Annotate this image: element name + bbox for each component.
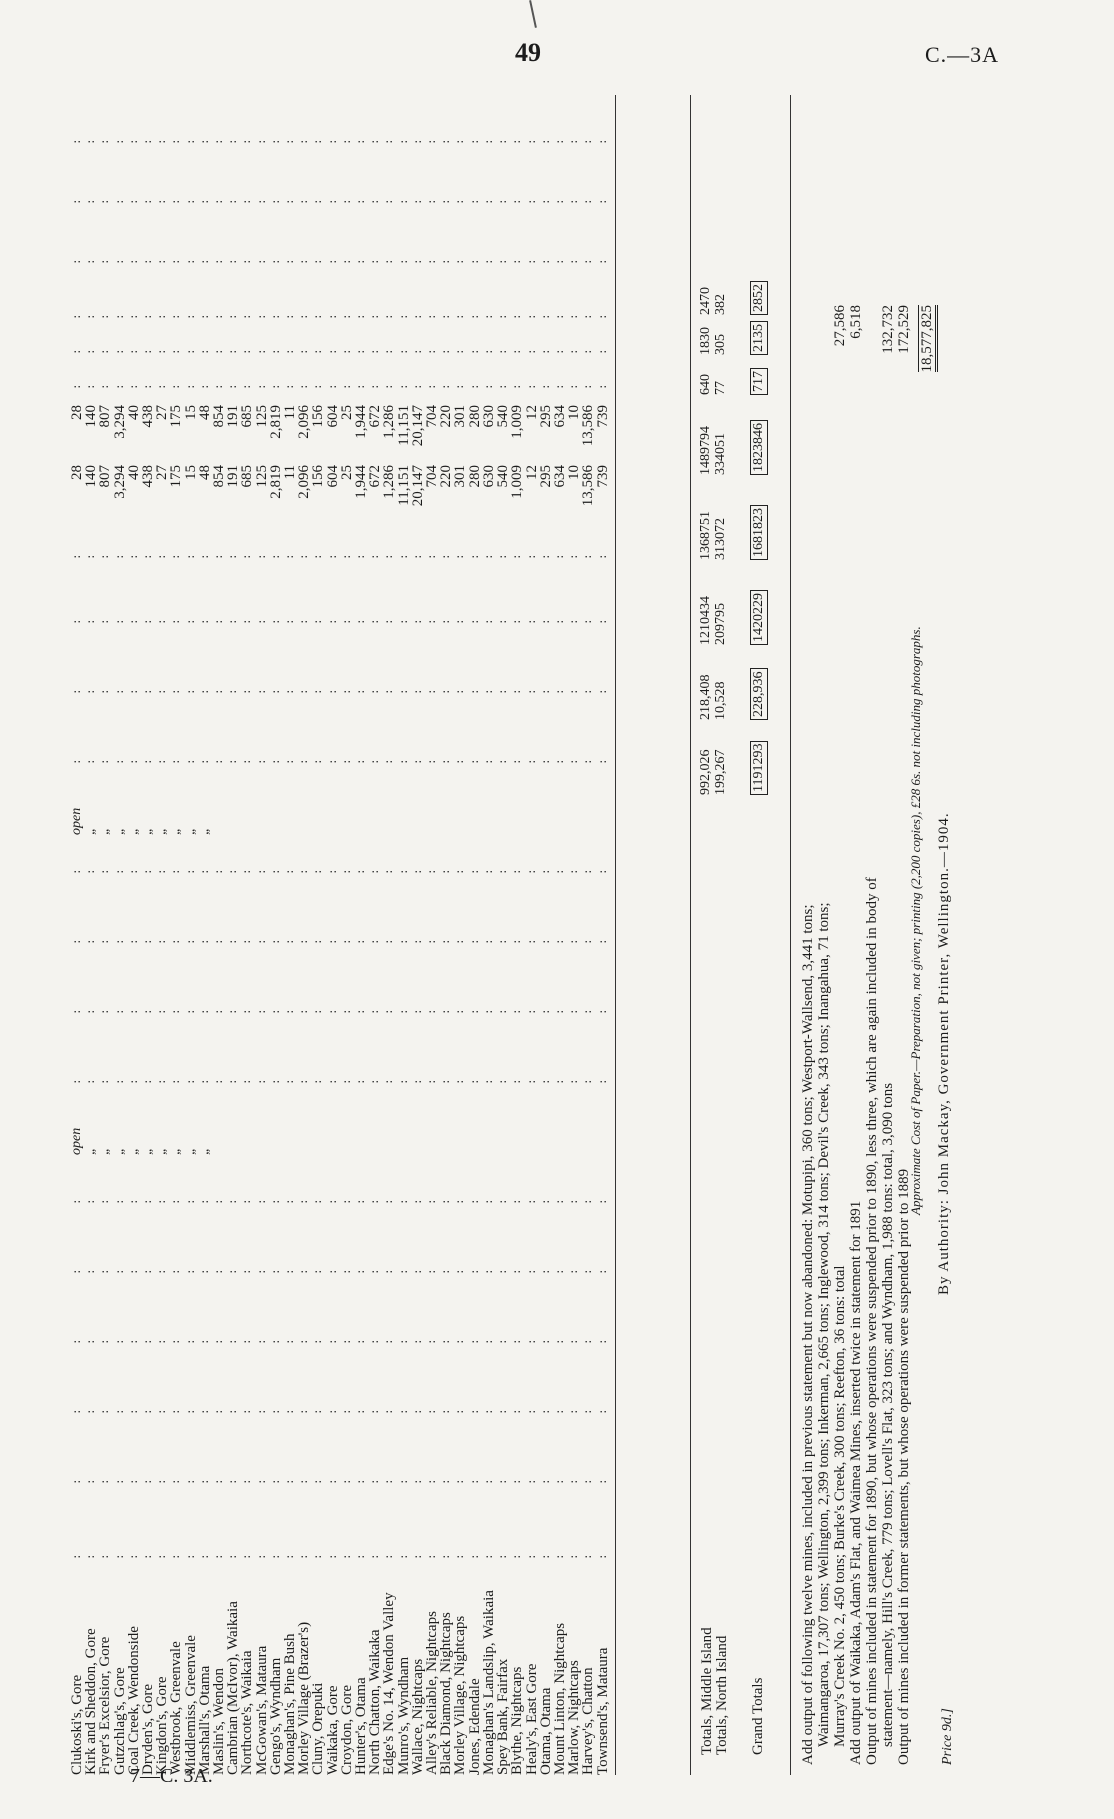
leader-dots: : : : : : : : : : : : : : : : : : : : : : : : : : : : : : : : : : : : : : : <box>70 755 609 765</box>
output-value: 20,147 <box>409 405 426 447</box>
leader-dots: : : : : : : : : : : : : : : : : : : : : : : : : : : : : : : : : : : : : : : <box>70 935 609 945</box>
output-value: 220 <box>438 465 455 488</box>
output-value: 540 <box>495 465 512 488</box>
mine-name: Clukoski's, Gore <box>69 1674 85 1775</box>
status-cell: „ <box>196 1147 212 1155</box>
output-value: 295 <box>537 405 554 428</box>
status-cell: „ <box>196 827 212 835</box>
leader-dots: : : : : : : : : : : : : : : : : : : : : : : : : : : : : : : : : : : : : : : <box>70 1075 609 1085</box>
mine-name: Healy's, East Gore <box>523 1663 540 1775</box>
status-cell: „ <box>154 827 170 835</box>
output-value: 2,096 <box>296 465 313 499</box>
mine-name: Mount Linton, Nightcaps <box>551 1622 568 1775</box>
signature-mark: 7—C. 3A. <box>130 1765 213 1787</box>
note-line: statement—namely, Hill's Creek, 779 tons; Lovell's Flat, 323 tons; and Wyndham, 1,988 tons: total, 3,090 tons <box>880 1082 896 1747</box>
page-number: 49 <box>515 38 541 67</box>
status-cell: „ <box>140 827 156 835</box>
mine-name: Westbrook, Greenvale <box>168 1641 185 1775</box>
total-north-cell: 334051 <box>713 433 728 475</box>
totals-labels <box>700 1627 730 1755</box>
note-line: Add output of following twelve mines, included in previous statement but now abandoned: Motupipi, 360 tons; Westport-Wallsend, 3,441 tons; <box>800 904 816 1765</box>
status-cell: „ <box>83 1147 99 1155</box>
status-cell: „ <box>83 827 99 835</box>
note-line: Murray's Creek No. 2, 450 tons; Burke's Creek, 300 tons; Reefton, 36 tons: total <box>832 1265 848 1747</box>
mine-name: Blythe, Nightcaps <box>509 1666 526 1775</box>
output-value: 280 <box>466 405 483 428</box>
leader-dots: : : : : : : : : : : : : : : : : : : : : : : : : : : : : : : : : : : : : : : <box>70 1005 609 1015</box>
note-value: 172,529 <box>896 305 912 354</box>
output-value: 28 <box>69 465 85 480</box>
total-middle-cell: 1368751 <box>698 511 713 560</box>
output-value: 672 <box>367 465 384 488</box>
output-value: 40 <box>125 405 142 420</box>
mine-name: Cluny, Orepuki <box>310 1682 327 1775</box>
output-value: 807 <box>97 465 114 488</box>
total-north-cell: 305 <box>713 334 728 355</box>
output-value: 156 <box>310 465 327 488</box>
leader-dots: : : : : : : : : : : : : : : : : : : : : : : : : : : : : : : : : : : : : : : <box>70 135 609 145</box>
output-value: 739 <box>594 465 611 488</box>
authority-imprint: By Authority: John Mackay, Government Printer, Wellington.—1904. <box>936 812 952 1295</box>
output-value: 704 <box>424 465 441 488</box>
note-line: Add output of Waikaka, Adam's Flat, and Waimea Mines, inserted twice in statement for 1891 <box>848 1200 864 1765</box>
output-value: 140 <box>83 465 100 488</box>
status-cell: „ <box>154 1147 170 1155</box>
output-value: 25 <box>338 405 355 420</box>
output-value: 25 <box>338 465 355 480</box>
output-value: 12 <box>523 405 540 420</box>
status-cell: „ <box>125 827 141 835</box>
output-value: 175 <box>168 465 185 488</box>
status-cell: „ <box>168 827 184 835</box>
status-cell: „ <box>111 1147 127 1155</box>
leader-dots: : : : : : : : : : : : : : : : : : : : : : : : : : : : : : : : : : : : : : : <box>70 550 609 560</box>
output-value: 220 <box>438 405 455 428</box>
total-north-cell: 313072 <box>713 518 728 560</box>
total-grand-cell: 1420229 <box>750 590 768 645</box>
mine-name: Northcote's, Waikaia <box>239 1650 256 1775</box>
report-reference: C.—3A <box>925 42 1000 67</box>
table-rule <box>615 95 616 1775</box>
mine-name: Kirk and Sheddon, Gore <box>83 1628 100 1775</box>
mine-name: Townsend's, Mataura <box>594 1647 611 1775</box>
status-cell: „ <box>182 827 198 835</box>
leader-dots: : : : : : : : : : : : : : : : : : : : : : : : : : : : : : : : : : : : : : : <box>70 1335 609 1345</box>
output-value: 12 <box>523 465 540 480</box>
note-value: 27,586 <box>832 305 848 347</box>
output-value: 634 <box>551 405 568 428</box>
output-value: 156 <box>310 405 327 428</box>
output-value: 630 <box>480 405 497 428</box>
output-value: 15 <box>182 465 199 480</box>
mine-name: Kingdon's, Gore <box>154 1676 171 1775</box>
leader-dots: : : : : : : : : : : : : : : : : : : : : : : : : : : : : : : : : : : : : : : <box>70 345 609 355</box>
table-rule <box>690 95 691 1775</box>
output-value: 13,586 <box>580 465 597 507</box>
mine-name: Alley's Reliable, Nightcaps <box>424 1611 441 1775</box>
total-grand-cell: 2852 <box>750 281 768 315</box>
mine-name: Harvey's, Chatton <box>580 1667 597 1775</box>
final-total: 18,577,825 <box>918 305 938 373</box>
mine-name: Jones, Edendale <box>466 1678 483 1775</box>
status-cell: „ <box>140 1147 156 1155</box>
total-middle-cell: 1830 <box>698 327 713 355</box>
grand-totals-label: Grand Totals <box>750 1677 766 1755</box>
cost-note: Approximate Cost of Paper.—Preparation, not given; printing (2,200 copies), £28 6s. not including photographs. <box>908 626 923 1215</box>
leader-dots: : : : : : : : : : : : : : : : : : : : : : : : : : : : : : : : : : : : : : : <box>70 310 609 320</box>
output-value: 191 <box>225 405 242 428</box>
status-cell: „ <box>168 1147 184 1155</box>
output-value: 27 <box>154 465 171 480</box>
output-value: 295 <box>537 465 554 488</box>
leader-dots: : : : : : : : : : : : : : : : : : : : : : : : : : : : : : : : : : : : : : : <box>70 380 609 390</box>
mine-name: Monaghan's Landslip, Waikaia <box>480 1590 497 1775</box>
output-value: 854 <box>211 465 228 488</box>
output-value: 11,151 <box>395 465 412 506</box>
total-middle-cell: 218,408 <box>698 674 713 720</box>
output-value: 685 <box>239 465 256 488</box>
status-cell: „ <box>97 827 113 835</box>
output-value: 11 <box>282 465 299 480</box>
output-value: 125 <box>253 465 270 488</box>
leader-dots: : : : : : : : : : : : : : : : : : : : : : : : : : : : : : : : : : : : : : : <box>70 1405 609 1415</box>
total-north-cell: 77 <box>713 381 728 395</box>
total-middle-cell: 2470 <box>698 287 713 315</box>
output-value: 175 <box>168 405 185 428</box>
mine-name: Hunter's, Otama <box>353 1677 370 1775</box>
mine-name: Wallace, Nightcaps <box>409 1658 426 1775</box>
output-value: 10 <box>566 405 583 420</box>
leader-dots: : : : : : : : : : : : : : : : : : : : : : : : : : : : : : : : : : : : : : : <box>70 255 609 265</box>
output-value: 11,151 <box>395 405 412 446</box>
output-value: 28 <box>69 405 85 420</box>
output-value: 13,586 <box>580 405 597 447</box>
note-value: 132,732 <box>880 305 896 354</box>
total-grand-cell: 2135 <box>750 321 768 355</box>
output-value: 2,819 <box>267 465 284 499</box>
output-value: 604 <box>324 465 341 488</box>
leader-dots: : : : : : : : : : : : : : : : : : : : : : : : : : : : : : : : : : : : : : : <box>70 1475 609 1485</box>
output-value: 15 <box>182 405 199 420</box>
output-value: 2,819 <box>267 405 284 439</box>
output-value: 630 <box>480 465 497 488</box>
mine-name: Cambrian (McIvor), Waikaia <box>225 1601 242 1775</box>
output-value: 1,944 <box>353 465 370 499</box>
mine-name: Coal Creek, Wendonside <box>125 1626 142 1775</box>
status-cell: „ <box>125 1147 141 1155</box>
output-value: 3,294 <box>111 405 128 439</box>
mine-name: Morley Village (Brazer's) <box>296 1621 313 1775</box>
output-value: 48 <box>196 465 213 480</box>
total-middle-cell: 1489794 <box>698 426 713 475</box>
output-value: 301 <box>452 405 469 428</box>
mine-name: Maslin's, Wendon <box>211 1667 228 1775</box>
note-line: Output of mines included in former statements, but whose operations were suspended prior to 1889 <box>896 1168 912 1765</box>
output-value: 438 <box>140 405 157 428</box>
mine-name: Gutzchlag's, Gore <box>111 1667 128 1775</box>
status-cell: open <box>69 807 84 835</box>
middle-island-label: Totals, Middle Island <box>699 1627 715 1755</box>
output-value: 191 <box>225 465 242 488</box>
output-value: 48 <box>196 405 213 420</box>
output-value: 11 <box>282 405 299 420</box>
output-value: 20,147 <box>409 465 426 507</box>
mine-name: Spey Bank, Fairfax <box>495 1658 512 1775</box>
mine-name: North Chatton, Waikaka <box>367 1629 384 1775</box>
leader-dots: : : : : : : : : : : : : : : : : : : : : : : : : : : : : : : : : : : : : : : <box>70 195 609 205</box>
output-value: 704 <box>424 405 441 428</box>
leader-dots: : : : : : : : : : : : : : : : : : : : : : : : : : : : : : : : : : : : : : : <box>70 615 609 625</box>
mine-name: Otama, Otama <box>537 1687 554 1775</box>
mine-name: Dryden's, Gore <box>140 1683 157 1775</box>
output-value: 739 <box>594 405 611 428</box>
total-grand-cell: 1191293 <box>750 741 768 795</box>
mine-name: Monaghan's, Pine Bush <box>282 1633 299 1775</box>
mine-names-column <box>70 1565 610 1775</box>
total-north-cell: 10,528 <box>713 681 728 720</box>
output-value: 125 <box>253 405 270 428</box>
output-value: 672 <box>367 405 384 428</box>
note-value: 6,518 <box>848 305 864 339</box>
status-cell: „ <box>182 1147 198 1155</box>
mine-name: Edge's No. 14, Wendon Valley <box>381 1592 398 1775</box>
output-value: 1,009 <box>509 465 526 499</box>
notes-rule <box>790 95 791 1775</box>
output-value: 27 <box>154 405 171 420</box>
output-value: 604 <box>324 405 341 428</box>
output-value: 1,944 <box>353 405 370 439</box>
output-value: 3,294 <box>111 465 128 499</box>
mine-name: Waikaka, Gore <box>324 1685 341 1775</box>
note-line: Output of mines included in statement for 1890, but whose operations were suspended prior to 1890, less three, which are again included in body of <box>864 877 880 1765</box>
output-value: 301 <box>452 465 469 488</box>
output-value: 634 <box>551 465 568 488</box>
output-value: 280 <box>466 465 483 488</box>
total-middle-cell: 992,026 <box>698 749 713 795</box>
mine-name: Morley Village, Nightcaps <box>452 1615 469 1775</box>
output-column-a <box>70 465 610 520</box>
status-cell: open <box>69 1127 84 1155</box>
output-value: 1,009 <box>509 405 526 439</box>
north-island-label: Totals, North Island <box>714 1635 730 1755</box>
mine-name: Black Diamond, Nightcaps <box>438 1612 455 1775</box>
output-column-b <box>70 405 610 460</box>
mine-name: Marlow, Nightcaps <box>566 1660 583 1775</box>
leader-dots: : : : : : : : : : : : : : : : : : : : : : : : : : : : : : : : : : : : : : : <box>70 1550 609 1560</box>
leader-dots: : : : : : : : : : : : : : : : : : : : : : : : : : : : : : : : : : : : : : : <box>70 685 609 695</box>
output-value: 40 <box>125 465 142 480</box>
output-value: 438 <box>140 465 157 488</box>
total-north-cell: 209795 <box>713 603 728 645</box>
mine-name: Middlemiss, Greenvale <box>182 1635 199 1775</box>
total-grand-cell: 1823846 <box>750 420 768 475</box>
leader-dots: : : : : : : : : : : : : : : : : : : : : : : : : : : : : : : : : : : : : : : <box>70 1265 609 1275</box>
price: Price 9d.] <box>940 1708 955 1765</box>
note-line: Waimangaroa, 17,307 tons; Wellington, 2,399 tons; Inkerman, 2,665 tons; Inglewood, 314 tons; Devil's Creek, 343 tons; Inangahua, 71 tons; <box>816 902 832 1747</box>
total-middle-cell: 1210434 <box>698 596 713 645</box>
output-value: 10 <box>566 465 583 480</box>
output-value: 1,286 <box>381 405 398 439</box>
total-grand-cell: 717 <box>750 368 768 395</box>
leader-dots: : : : : : : : : : : : : : : : : : : : : : : : : : : : : : : : : : : : : : : <box>70 865 609 875</box>
output-value: 540 <box>495 405 512 428</box>
leader-dots: : : : : : : : : : : : : : : : : : : : : : : : : : : : : : : : : : : : : : : <box>70 1195 609 1205</box>
status-column-2 <box>70 795 212 835</box>
status-column-1 <box>70 1115 212 1155</box>
output-value: 807 <box>97 405 114 428</box>
mine-name: Munro's, Wyndham <box>395 1656 412 1775</box>
output-value: 140 <box>83 405 100 428</box>
output-value: 685 <box>239 405 256 428</box>
total-middle-cell: 640 <box>698 374 713 395</box>
total-grand-cell: 228,936 <box>750 669 768 721</box>
mine-name: Gengo's, Wyndham <box>267 1657 284 1775</box>
mine-name: Croydon, Gore <box>338 1685 355 1775</box>
output-value: 2,096 <box>296 405 313 439</box>
output-value: 1,286 <box>381 465 398 499</box>
total-grand-cell: 1681823 <box>750 505 768 560</box>
mine-name: Fryer's Excelsior, Gore <box>97 1636 114 1775</box>
margin-mark <box>529 0 537 28</box>
total-north-cell: 199,267 <box>713 749 728 795</box>
mine-name: Marshall's, Otama <box>196 1665 213 1775</box>
mine-name: McGowan's, Mataura <box>253 1645 270 1775</box>
total-north-cell: 382 <box>713 294 728 315</box>
rotated-table <box>69 95 955 1775</box>
output-value: 854 <box>211 405 228 428</box>
status-cell: „ <box>111 827 127 835</box>
status-cell: „ <box>97 1147 113 1155</box>
